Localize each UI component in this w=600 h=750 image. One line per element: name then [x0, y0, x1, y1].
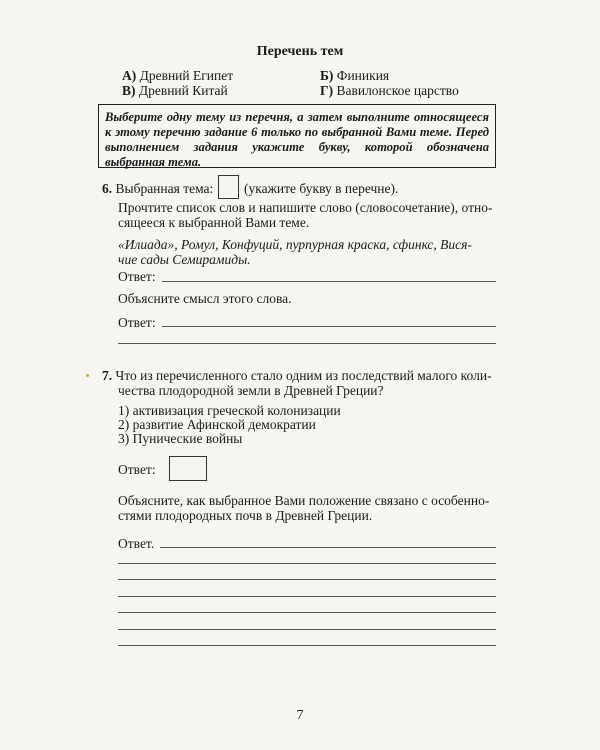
task6-answer-label: Ответ: — [118, 269, 156, 284]
topics-title: Перечень тем — [256, 44, 344, 59]
task6-number: 6. — [102, 181, 113, 196]
task6-prompt-line2: сящееся к выбранной Вами теме. — [118, 215, 310, 230]
task7-explain-line1: Объясните, как выбранное Вами положение связано с особенно- — [118, 493, 490, 508]
task6-answer-line[interactable] — [162, 281, 496, 282]
task6-explain-line-1[interactable] — [162, 326, 496, 327]
task7-answer-box[interactable] — [169, 456, 207, 481]
topic-g-letter: Г) — [320, 83, 334, 98]
task6-words-line1: «Илиада», Ромул, Конфуций, пурпурная краска, сфинкс, Вися- — [118, 237, 472, 252]
topic-b-letter: Б) — [320, 68, 334, 83]
task7-explain-line-7[interactable] — [118, 645, 496, 646]
page-number: 7 — [296, 708, 304, 723]
topic-g-name: Вавилонское царство — [336, 83, 459, 98]
topic-g — [320, 83, 459, 99]
task7-explain-line-4[interactable] — [118, 596, 496, 597]
topic-b — [320, 68, 389, 84]
task6-prompt-line1: Прочтите список слов и напишите слово (словосочетание), отно- — [118, 200, 493, 215]
instruction-box: Выберите одну тему из перечня, а затем выполните относящееся к этому перечню задание 6 только по выбранной Вами теме. Перед выполнением задания укажите букву, которой обозначена выбранная тема. — [98, 104, 496, 168]
task7-explain-line-5[interactable] — [118, 612, 496, 613]
margin-mark — [86, 374, 89, 377]
task6-answer-label2: Ответ: — [118, 315, 156, 330]
task7-option-1: 1) активизация греческой колонизации — [118, 403, 341, 418]
task7-explain-line-3[interactable] — [118, 579, 496, 580]
task7-explain-line-6[interactable] — [118, 629, 496, 630]
task7-explain-line2: стями плодородных почв в Древней Греции. — [118, 508, 373, 523]
task6-topic-letter-box[interactable] — [218, 175, 239, 199]
task7-explain-line-2[interactable] — [118, 563, 496, 564]
task6-hint: (укажите букву в перечне). — [244, 181, 399, 196]
task7-explain-line-1[interactable] — [160, 547, 496, 548]
topic-b-name: Финикия — [336, 68, 390, 83]
topic-a — [122, 68, 233, 84]
topic-a-letter: А) — [122, 68, 137, 83]
task6-words-line2: чие сады Семирамиды. — [118, 252, 251, 267]
task7-question-text-1: Что из перечисленного стало одним из последствий малого коли- — [115, 368, 492, 383]
task6-explain: Объясните смысл этого слова. — [118, 291, 292, 306]
topic-a-name: Древний Египет — [139, 68, 234, 83]
task6-explain-line-2[interactable] — [118, 343, 496, 344]
task7-answer-label: Ответ: — [118, 462, 156, 477]
task6-label: Выбранная тема: — [115, 181, 214, 196]
task7-question-line2: чества плодородной земли в Древней Греции? — [118, 383, 384, 398]
topic-v-name: Древний Китай — [138, 83, 228, 98]
topic-v — [122, 83, 228, 99]
task7-option-2: 2) развитие Афинской демократии — [118, 417, 316, 432]
task7-number: 7. — [102, 368, 113, 383]
task7-answer-label2: Ответ. — [118, 536, 155, 551]
task6-header — [102, 180, 213, 198]
topic-v-letter: В) — [122, 83, 136, 98]
task7-option-3: 3) Пунические войны — [118, 431, 243, 446]
